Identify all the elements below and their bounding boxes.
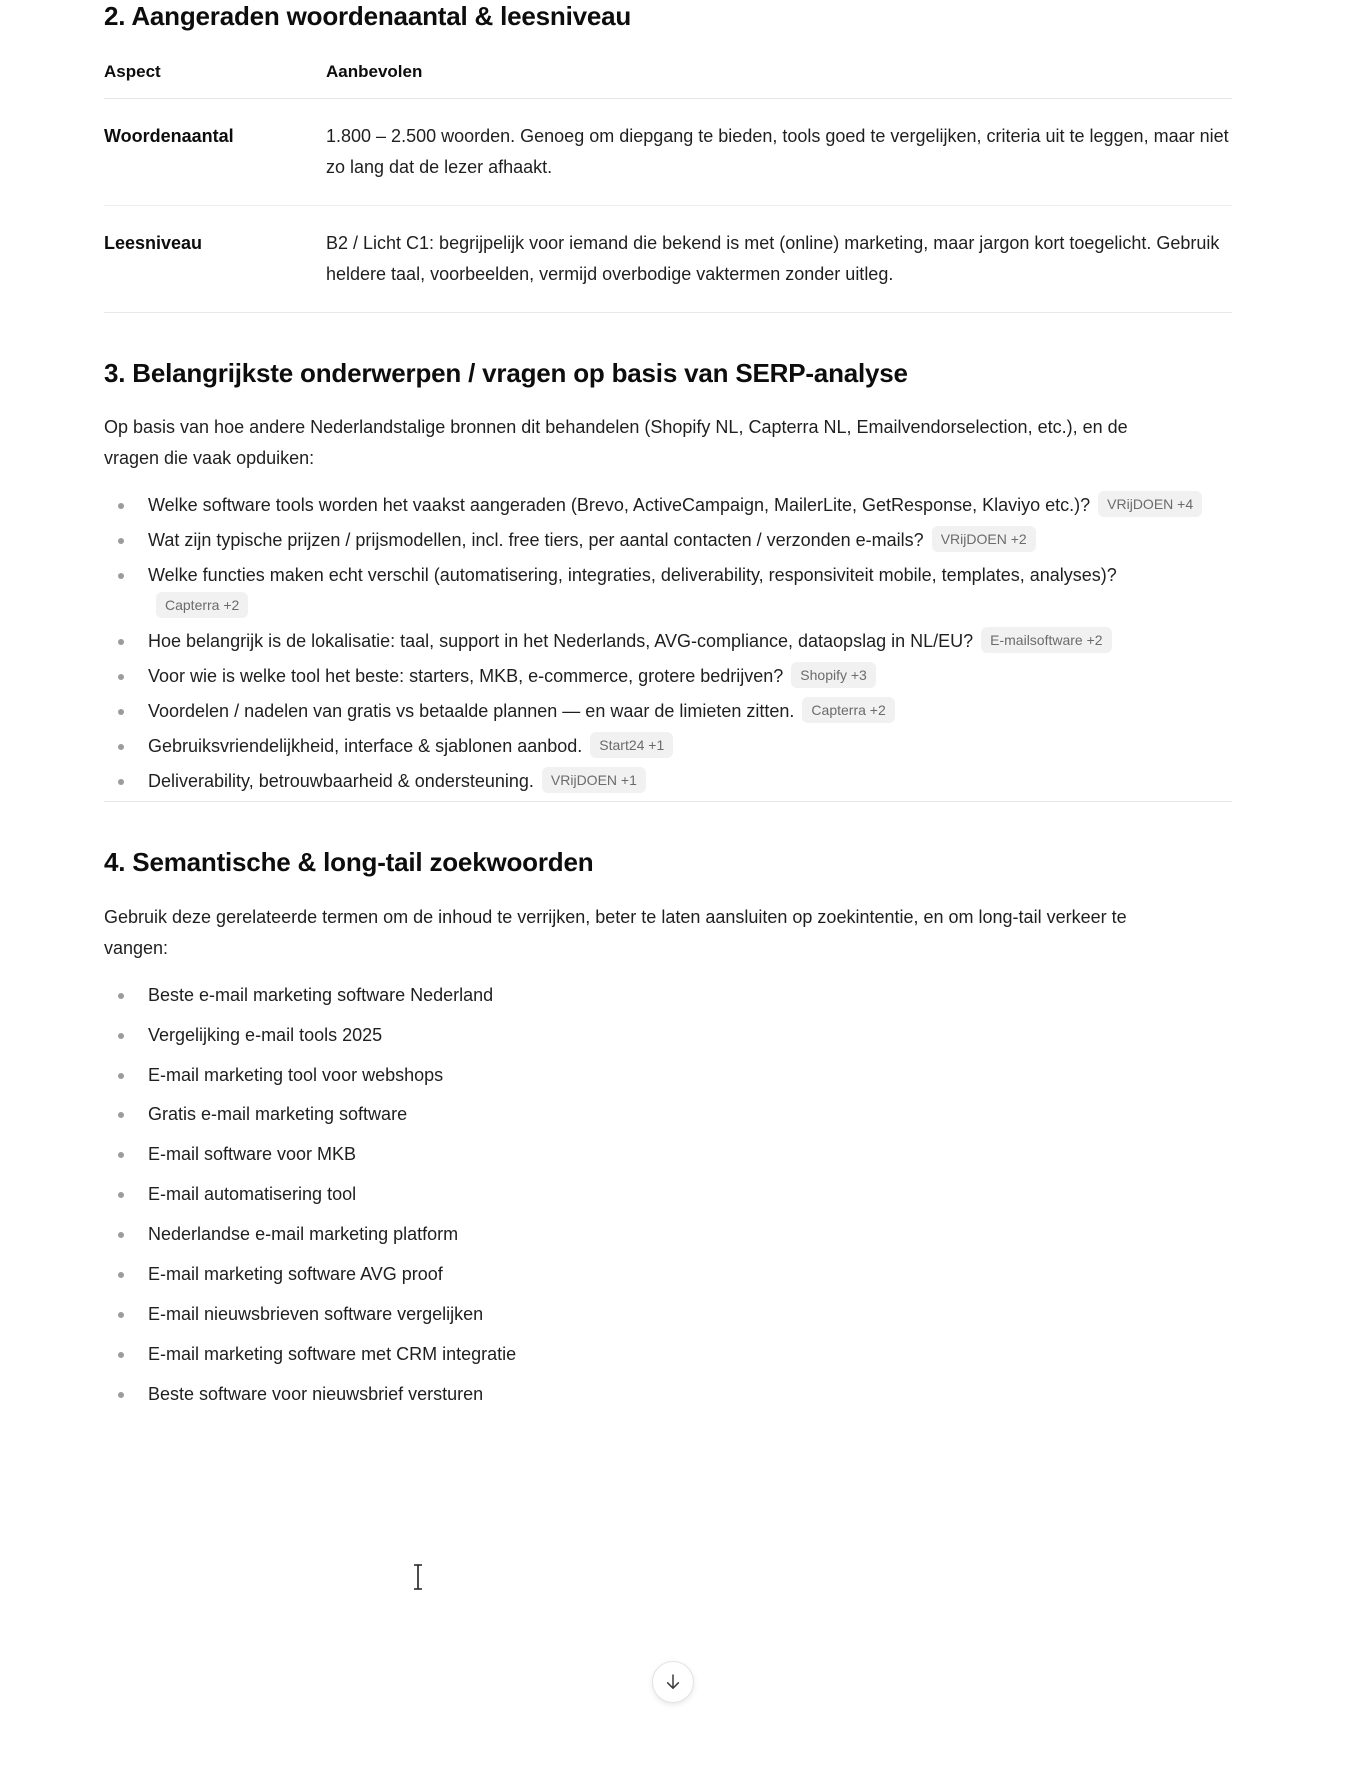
list-item-text: E-mail nieuwsbrieven software vergelijken: [148, 1304, 484, 1325]
list-item: [104, 1179, 1214, 1210]
table-header-aspect: Aspect: [104, 62, 326, 99]
list-item: [104, 661, 1214, 692]
section-2-heading: 2. Aangeraden woordenaantal & leesniveau: [104, 1, 632, 31]
citation-badge[interactable]: Capterra +2: [156, 592, 248, 618]
list-item: [104, 626, 1214, 657]
section-4-heading: 4. Semantische & long-tail zoekwoorden: [104, 846, 594, 877]
section-3-intro: Op basis van hoe andere Nederlandstalige bronnen dit behandelen (Shopify NL, Capterra NL, Emailvendorselection, etc.), en de vragen die vaak opduiken:: [104, 417, 1128, 469]
citation-badge[interactable]: VRijDOEN +2: [932, 526, 1036, 552]
citation-badge[interactable]: Capterra +2: [802, 697, 894, 723]
section-4-list: [104, 980, 1266, 1410]
section-divider: [104, 801, 1232, 802]
section-divider: [104, 312, 1232, 313]
list-item-text: Gebruiksvriendelijkheid, interface & sjablonen aanbod.: [148, 735, 583, 756]
list-item: [104, 696, 1214, 727]
list-item-text: Wat zijn typische prijzen / prijsmodellen, incl. free tiers, per aantal contacten / verzonden e-mails?: [148, 530, 924, 551]
citation-badge[interactable]: VRijDOEN +4: [1098, 491, 1202, 517]
section-4-intro: Gebruik deze gerelateerde termen om de inhoud te verrijken, beter te laten aansluiten op zoekintentie, en om long-tail verkeer te vangen:: [104, 906, 1127, 958]
list-item-text: Beste e-mail marketing software Nederland: [148, 984, 494, 1005]
list-item-text: E-mail software voor MKB: [148, 1144, 357, 1165]
citation-badge[interactable]: VRijDOEN +1: [542, 767, 646, 793]
scroll-to-bottom-button[interactable]: [652, 1661, 694, 1703]
list-item-text: E-mail automatisering tool: [148, 1184, 357, 1205]
list-item-text: Hoe belangrijk is de lokalisatie: taal, support in het Nederlands, AVG-compliance, dataopslag in NL/EU?: [148, 631, 974, 652]
citation-badge[interactable]: Start24 +1: [590, 732, 673, 758]
citation-badge[interactable]: Shopify +3: [791, 662, 876, 688]
list-item-text: E-mail marketing tool voor webshops: [148, 1064, 444, 1085]
section-4: [104, 846, 1266, 1410]
citation-badge[interactable]: E-mailsoftware +2: [981, 627, 1111, 653]
list-item-text: Beste software voor nieuwsbrief versturen: [148, 1384, 484, 1405]
section-3: [104, 357, 1266, 797]
list-item: [104, 1379, 1214, 1410]
list-item: [104, 1139, 1214, 1170]
arrow-down-icon: [664, 1673, 682, 1691]
list-item: [104, 490, 1214, 521]
table-row: [104, 98, 1232, 205]
section-3-heading: 3. Belangrijkste onderwerpen / vragen op basis van SERP-analyse: [104, 357, 908, 388]
list-item: [104, 525, 1214, 556]
list-item: [104, 1099, 1214, 1130]
table-cell-value: 1.800 – 2.500 woorden. Genoeg om diepgang te bieden, tools goed te vergelijken, criteria uit te leggen, maar niet zo lang dat de lezer afhaakt.: [326, 98, 1232, 205]
list-item-text: Deliverability, betrouwbaarheid & ondersteuning.: [148, 770, 534, 791]
table-cell-aspect: Woordenaantal: [104, 98, 326, 205]
list-item: [104, 1219, 1214, 1250]
list-item-text: Voor wie is welke tool het beste: starters, MKB, e-commerce, grotere bedrijven?: [148, 666, 784, 687]
section-3-list: [104, 490, 1266, 797]
list-item: [104, 1339, 1214, 1370]
list-item-text: Nederlandse e-mail marketing platform: [148, 1224, 459, 1245]
table-cell-aspect: Leesniveau: [104, 232, 203, 253]
text-cursor-icon: [412, 1564, 424, 1590]
list-item: [104, 1060, 1214, 1091]
list-item-text: E-mail marketing software met CRM integratie: [148, 1344, 517, 1365]
list-item: [104, 1299, 1214, 1330]
table-row: [104, 205, 1232, 311]
list-item: [104, 560, 1214, 622]
list-item-text: Gratis e-mail marketing software: [148, 1104, 408, 1125]
list-item: [104, 1259, 1214, 1290]
recommendations-table: [104, 62, 1232, 312]
list-item-text: Welke functies maken echt verschil (automatisering, integraties, deliverability, responsiviteit mobile, templates, analyses)?: [148, 565, 1117, 586]
list-item: [104, 731, 1214, 762]
list-item: [104, 980, 1214, 1011]
list-item-text: E-mail marketing software AVG proof: [148, 1264, 443, 1285]
list-item: [104, 766, 1214, 797]
list-item-text: Welke software tools worden het vaakst aangeraden (Brevo, ActiveCampaign, MailerLite, GetResponse, Klaviyo etc.)?: [148, 495, 1091, 516]
table-header-aanbevolen: Aanbevolen: [326, 62, 1232, 99]
list-item-text: Vergelijking e-mail tools 2025: [148, 1024, 383, 1045]
table-header-row: [104, 62, 1232, 99]
table-cell-value: B2 / Licht C1: begrijpelijk voor iemand die bekend is met (online) marketing, maar jargon kort toegelicht. Gebruik heldere taal, voorbeelden, vermijd overbodige vaktermen zonder uitleg.: [326, 232, 1220, 284]
list-item: [104, 1020, 1214, 1051]
list-item-text: Voordelen / nadelen van gratis vs betaalde plannen — en waar de limieten zitten.: [148, 701, 795, 722]
